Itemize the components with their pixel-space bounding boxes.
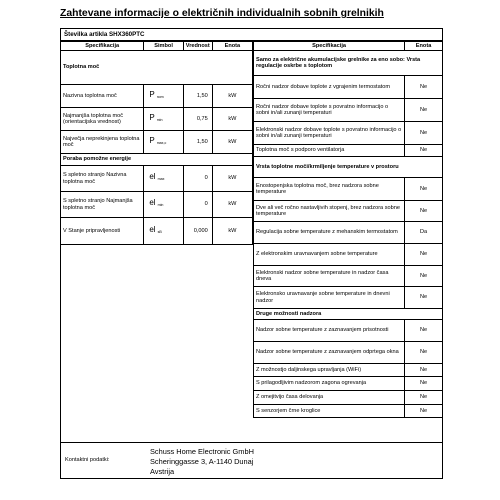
section-heat-output: Toplotna moč	[61, 51, 253, 85]
table-row: Regulacija sobne temperature z mehanskim termostatom Da	[254, 222, 443, 244]
header-spec: Specifikacija	[254, 42, 405, 51]
section-storage-heaters: Samo za električne akumulacijske grelnike za eno sobo: Vrsta regulacije oskrbe s toplotom	[254, 51, 443, 76]
table-row: Najmanjša toplotna moč (orientacijska vrednost) P $_{min}$ 0,75 kW	[61, 108, 253, 131]
table-row: Ročni nadzor dobave toplote s povratno informacijo o sobni in/ali zunanji temperaturi Ne	[254, 99, 443, 122]
right-header-row	[254, 42, 443, 51]
contact-country: Avstrija	[150, 467, 175, 476]
right-spec-table	[253, 41, 443, 418]
table-row: Največja neprekinjena toplotna moč P $_{max,c}$ 1,50 kW	[61, 131, 253, 154]
symbol: el $_{min}$	[144, 192, 183, 218]
table-row: Z omejitvijo časa delovanja Ne	[254, 391, 443, 405]
header-spec: Specifikacija	[61, 42, 144, 51]
contact-street: Scheringgasse 3, A-1140 Dunaj	[150, 457, 254, 466]
table-row: Toplotna moč s podporo ventilatorja Ne	[254, 145, 443, 157]
symbol: P $_{max,c}$	[144, 131, 183, 154]
header-symbol: Simbol	[144, 42, 183, 51]
contact-company: Schuss Home Electronic GmbH	[150, 447, 254, 456]
left-spec-table	[60, 41, 253, 245]
info-sheet	[60, 28, 443, 479]
symbol: P $_{nom}$	[144, 85, 183, 108]
table-row: V Stanje pripravljenosti el $_{sB}$ 0,000 kW	[61, 218, 253, 245]
section-heat-control: Vrsta toplotne moči/krmiljenje temperature v prostoru	[254, 157, 443, 178]
table-row: S senzorjem črne kroglice Ne	[254, 405, 443, 418]
table-row: S spletno stranjo Nazivna toplotna moč el $_{max}$ 0 kW	[61, 166, 253, 192]
contact-address	[150, 447, 254, 477]
table-row: Elektronski nadzor sobne temperature in nadzor časa dneva Ne	[254, 266, 443, 287]
table-row: Nadzor sobne temperature z zaznavanjem odprtega okna Ne	[254, 342, 443, 364]
document-title: Zahtevane informacije o električnih individualnih sobnih grelnikih	[60, 8, 384, 19]
left-header-row	[61, 42, 253, 51]
header-unit: Enota	[405, 42, 443, 51]
article-number: Številka artikla SHX360PTC	[61, 29, 442, 41]
header-value: Vrednost	[183, 42, 212, 51]
header-unit: Enota	[212, 42, 252, 51]
table-row: S prilagodljivim nadzorom zagona ogrevanja Ne	[254, 377, 443, 391]
contact-divider	[61, 442, 442, 443]
table-row: Nadzor sobne temperature z zaznavanjem prisotnosti Ne	[254, 320, 443, 342]
table-row: Z elektronskim uravnavanjem sobne temperature Ne	[254, 244, 443, 266]
table-row: Enostopenjska toplotna moč, brez nadzora sobne temperature Ne	[254, 178, 443, 201]
section-aux-power: Poraba pomožne energije	[61, 154, 253, 166]
table-row: Dve ali več ročno nastavljivih stopenj, brez nadzora sobne temperature Ne	[254, 201, 443, 222]
symbol: P $_{min}$	[144, 108, 183, 131]
symbol: el $_{sB}$	[144, 218, 183, 245]
table-row: Ročni nadzor dobave toplote z vgrajenim termostatom Ne	[254, 76, 443, 99]
section-other-controls: Druge možnosti nadzora	[254, 309, 443, 320]
symbol: el $_{max}$	[144, 166, 183, 192]
contact-label: Kontaktni podatki:	[65, 457, 110, 463]
table-row: Elektronsko uravnavanje sobne temperature in dnevni nadzor Ne	[254, 287, 443, 309]
table-row: Nazivna toplotna moč P $_{nom}$ 1,50 kW	[61, 85, 253, 108]
table-row: Z možnostjo daljinskega upravljanja (WiFi) Ne	[254, 364, 443, 377]
table-row: S spletno stranjo Najmanjša toplotna moč el $_{min}$ 0 kW	[61, 192, 253, 218]
table-row: Elektronski nadzor dobave toplote s povratno informacijo o sobni in/ali zunanji temperaturi Ne	[254, 122, 443, 145]
